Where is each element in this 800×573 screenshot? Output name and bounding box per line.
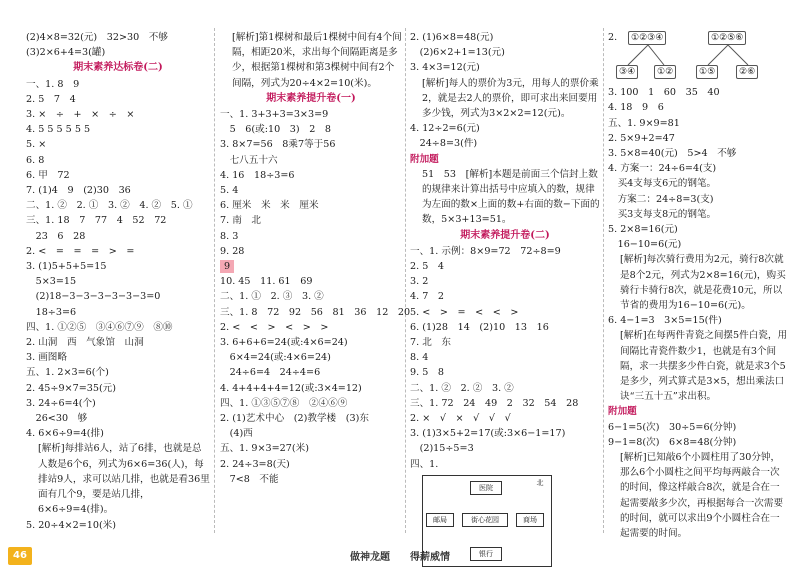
answer-line: 5. < > = < < > — [410, 306, 519, 318]
answer-line: 5×3=15 — [26, 276, 77, 288]
explanation: [解析]已知敲6个小圆柱用了30分钟，那么6个小圆柱之间平均每两敲合一次的时间，像这样敲合8次，就是合在一起需要敲多少次，再根据每合一次需要的时间，就可以求出9个小圆柱合在一起需要的时间。 — [620, 452, 784, 540]
answer-line: 5. × — [26, 139, 47, 151]
answer-line: (2)6×2+1=13(元) — [410, 47, 505, 59]
answer-line: 23 6 28 — [26, 230, 86, 242]
answer-line: 5. 4 — [220, 185, 239, 197]
answer-line: 买3支每支8元的钢笔。 — [608, 208, 717, 220]
answer-line: 8. 4 — [410, 352, 429, 364]
answer-line: 二、1. ① 2. ③ 3. ② — [220, 291, 324, 303]
map-node: 银行 — [470, 547, 502, 561]
answer-line: 6. 8 — [26, 154, 45, 166]
column-divider — [603, 28, 604, 533]
explanation: [解析]在每两件青瓷之间摆5件白瓷，用间隔比青瓷件数少1，也就是有3个间隔，求一共摆多少件白瓷，就是求3个5是多少，列式算式是3×5，想出乘法口诀“三五十五”求出积。 — [620, 330, 788, 403]
grouping-tree — [608, 33, 778, 85]
explanation: [解析]每次骑行费用为2元，骑行8次就是8个2元，列式为2×8=16(元)，购买骑行卡骑行8次，就是花费10元，所以节省的费用为16−10=6(元)。 — [620, 254, 786, 312]
answer-line: 26<30 够 — [26, 413, 88, 425]
answer-line: 6. 4−1=3 3×5=15(件) — [608, 315, 722, 327]
tree-node: ③④ — [616, 65, 638, 79]
answer-line: 5. 20÷4×2=10(米) — [26, 519, 117, 531]
answer-line: 3. 2 — [410, 276, 429, 288]
tree-node: ①⑤ — [696, 65, 718, 79]
answer-line — [220, 259, 402, 289]
answer-line: 一、1. 8 9 — [26, 78, 80, 90]
answer-line: (2)15÷5=3 — [410, 443, 474, 455]
map-node: 商场 — [516, 513, 544, 527]
answer-line: 一、1. 示例：8×9=72 72÷8=9 — [410, 245, 561, 257]
answer-line: 24÷6=4 24÷4=6 — [220, 367, 321, 379]
answer-line: 5. 2×8=16(元) — [608, 224, 678, 236]
answer-line: 9. 5 8 — [410, 367, 445, 379]
answer-column-2 — [220, 30, 411, 487]
section-title: 期末素养达标卷(二) — [73, 62, 163, 74]
answer-line: 7. 南 北 — [220, 215, 261, 227]
bonus-heading: 附加题 — [608, 406, 637, 418]
answer-line: 2. — [608, 32, 618, 43]
answer-line: 4. 7 2 — [410, 291, 445, 303]
tree-node: ①②③④ — [628, 31, 666, 45]
answer-line: 7. (1)4 9 (2)30 36 — [26, 185, 131, 197]
explanation: 51 53 [解析]本题是前面三个信封上数的规律来计算出括号中应填入的数，规律为左面的数×上面的数+右面的数−下面的数，5×3+13=51。 — [422, 168, 600, 226]
answer-column-4 — [608, 30, 788, 541]
answer-line: 2. 5 7 4 — [26, 93, 76, 105]
map-node: 街心花园 — [462, 513, 508, 527]
answer-column-3 — [410, 30, 600, 573]
answer-line: 二、1. ② 2. ① 3. ② 4. ② 5. ① — [26, 200, 193, 212]
answer-line: 24÷8=3(件) — [410, 138, 478, 150]
answer-line: 3. 5×8=40(元) 5>4 不够 — [608, 148, 737, 160]
section-title: 期末素养提升卷(二) — [460, 229, 550, 241]
answer-line: 6−1=5(次) 30÷5=6(分钟) — [608, 421, 737, 433]
explanation: [解析]每排站6人，站了6排，也就是总人数是6个6，列式为6×6=36(人)，每排站9人，求可以站几排，也就是看36里面有几个9，要是站几排，6×6÷9=4(排)。 — [38, 443, 210, 516]
answer-line: 5 6(或:10 3) 2 8 — [220, 124, 332, 136]
page-number: 46 — [8, 547, 32, 565]
answer-line: 8. 3 — [220, 230, 239, 242]
answer-line: 3. 8×7=56 8乘7等于56 — [220, 139, 336, 151]
answer-line: 6. (1)28 14 (2)10 13 16 — [410, 321, 549, 333]
map-node: 邮局 — [426, 513, 454, 527]
answer-line: 7. 北 东 — [410, 337, 451, 349]
answer-line: 2. 45÷9×7=35(元) — [26, 382, 117, 394]
answer-line: 18÷3=6 — [26, 306, 77, 318]
answer-line: 9−1=8(次) 6×8=48(分钟) — [608, 436, 737, 448]
answer-line: 9. 28 — [220, 245, 245, 257]
answer-line: 三、1. 8 72 92 56 81 36 12 20 — [220, 306, 411, 318]
answer-line: 2. 24÷3=8(天) — [220, 458, 290, 470]
answer-line: 3. 100 1 60 35 40 — [608, 87, 720, 99]
answer-line: 3. × ÷ + × ÷ × — [26, 109, 135, 121]
answer-line: 2. 5 4 — [410, 261, 445, 273]
answer-line: 4. 12÷2=6(元) — [410, 123, 480, 135]
section-title: 期末素养提升卷(一) — [266, 92, 356, 104]
bonus-heading: 附加题 — [410, 153, 439, 165]
answer-line: 五、1. 9×3=27(米) — [220, 443, 309, 455]
answer-line: 3. 24÷6=4(个) — [26, 397, 96, 409]
answer-line: 3. (1)3×5+2=17(或:3×6−1=17) — [410, 428, 566, 440]
answer-line: (2)18−3−3−3−3−3−3=0 — [26, 291, 161, 303]
answer-line: 四、1. — [410, 458, 439, 470]
answer-line: 二、1. ② 2. ② 3. ② — [410, 382, 514, 394]
answer-line: 4. 5 5 5 5 5 5 — [26, 124, 91, 136]
answer-line: 7<8 不能 — [220, 473, 279, 485]
explanation: [解析]每人的票价为3元，用每人的票价乘2，就是去2人的票价，即可求出来回要用多少钱，列式为3×2×2=12(元)。 — [422, 77, 599, 120]
answer-line: (3)2×6+4=3(罐) — [26, 47, 106, 59]
answer-line: 2. × √ × √ √ √ — [410, 413, 511, 425]
answer-line: 3. 画图略 — [26, 352, 67, 364]
answer-line: 五、1. 2×3=6(个) — [26, 367, 109, 379]
answer-line: 3. (1)5+5+5=15 — [26, 261, 107, 273]
answer-line: 3. 4×3=12(元) — [410, 62, 480, 74]
answer-line: 2. < = = = > = — [26, 245, 135, 257]
answer-line: 三、1. 18 7 77 4 52 72 — [26, 215, 167, 227]
answer-line: (2)4×8=32(元) 32>30 不够 — [26, 32, 168, 43]
answer-line: 4. 4+4+4+4=12(或:3×4=12) — [220, 382, 362, 394]
answer-line: 16−10=6(元) — [608, 239, 682, 251]
answer-line: 五、1. 9×9=81 — [608, 117, 680, 129]
tree-node: ①②⑤⑥ — [708, 31, 746, 45]
answer-line: 4. 方案一：24÷6=4(支) — [608, 163, 717, 175]
answer-line: 三、1. 72 24 49 2 32 54 28 — [410, 397, 579, 409]
column-divider — [214, 28, 215, 533]
answer-line: 2. 5×9+2=47 — [608, 132, 675, 144]
answer-line: 2. (1)艺术中心 (2)教学楼 (3)东 — [220, 413, 369, 425]
answer-line: 2. < < > < > > — [220, 321, 329, 333]
answer-text: 10. 45 11. 61 69 — [220, 276, 313, 288]
answer-line: 6×4=24(或:4×6=24) — [220, 352, 331, 364]
answer-line: 6. 甲 72 — [26, 169, 70, 181]
answer-line: 4. 18 9 6 — [608, 102, 664, 114]
column-divider — [405, 28, 406, 533]
answer-line: 3. 6+6+6=24(或:4×6=24) — [220, 337, 348, 349]
highlight-nine: 9 — [220, 260, 234, 273]
answer-line: (4)西 — [220, 428, 253, 440]
map-node: 医院 — [470, 481, 502, 495]
answer-line: 4. 16 18÷3=6 — [220, 169, 295, 181]
answer-line: 四、1. ①②⑤ ③④⑥⑦⑨ ⑧⑩ — [26, 321, 173, 333]
answer-line: 四、1. ①③⑤⑦⑧ ②④⑥⑨ — [220, 397, 348, 409]
tree-node: ①② — [654, 65, 676, 79]
answer-line: 一、1. 3+3+3=3×3=9 — [220, 109, 329, 121]
answer-line: 七八五十六 — [220, 154, 278, 166]
answer-column-1 — [26, 30, 210, 533]
tree-node: ②⑥ — [736, 65, 758, 79]
answer-line: 4. 6×6÷9=4(排) — [26, 428, 104, 440]
answer-line: 2. (1)6×8=48(元) — [410, 32, 494, 43]
answer-line: 方案二：24÷8=3(支) — [608, 193, 714, 205]
answer-line: 2. 山洞 西 气象馆 山洞 — [26, 337, 144, 349]
footer-slogan: 做神龙题 得薪威情 — [350, 552, 450, 563]
answer-line: 买4支每支6元的钢笔。 — [608, 178, 717, 190]
north-label: 北 — [534, 477, 546, 489]
explanation: [解析]第1棵树和最后1棵树中间有4个间隔，相距20米，求出每个间隔距离是多少，根据第1棵树和第3棵树中间有2个间隔，列式为20÷4×2=10(米)。 — [232, 32, 402, 89]
answer-line: 6. 厘米 米 米 厘米 — [220, 200, 319, 212]
